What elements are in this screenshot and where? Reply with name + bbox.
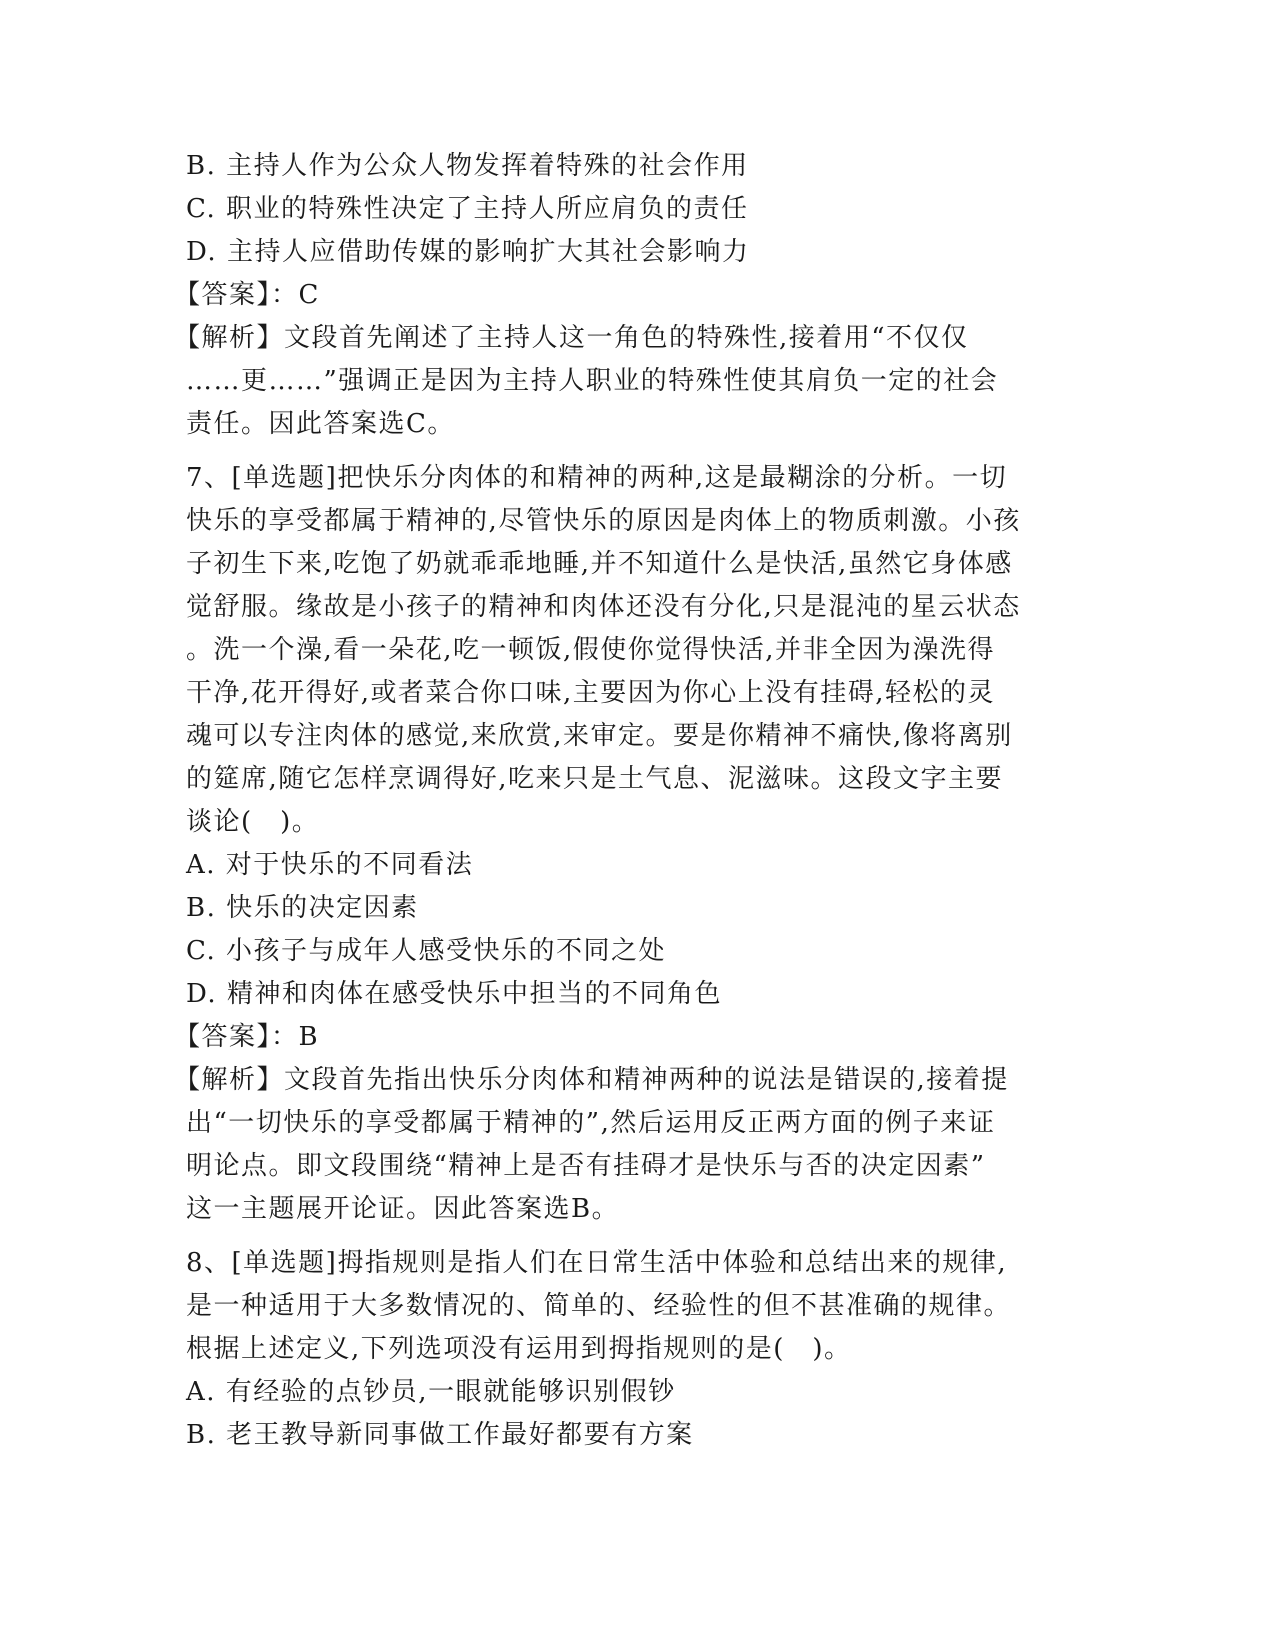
question-stem-line: 干净,花开得好,或者菜合你口味,主要因为你心上没有挂碍,轻松的灵 [186,678,996,708]
option-a: A. 对于快乐的不同看法 [186,850,474,880]
option-b: B. 主持人作为公众人物发挥着特殊的社会作用 [186,151,749,181]
question-stem-line: 子初生下来,吃饱了奶就乖乖地睡,并不知道什么是快活,虽然它身体感 [186,549,1013,579]
option-a: A. 有经验的点钞员,一眼就能够识别假钞 [186,1377,676,1407]
document-page [174,145,1086,1457]
question-stem-line: 魂可以专注肉体的感觉,来欣赏,来审定。要是你精神不痛快,像将离别 [186,721,1013,751]
question-stem-line: 8、[单选题]拇指规则是指人们在日常生活中体验和总结出来的规律, [186,1248,1008,1278]
answer: 【答案】：C [174,280,320,310]
analysis-line: 责任。因此答案选C。 [186,409,455,439]
option-c: C. 职业的特殊性决定了主持人所应肩负的责任 [186,194,749,224]
analysis-line: 明论点。即文段围绕“精神上是否有挂碍才是快乐与否的决定因素” [186,1151,986,1181]
analysis-line: 这一主题展开论证。因此答案选B。 [186,1194,620,1224]
option-b: B. 快乐的决定因素 [186,893,419,923]
question-stem-line: 的筵席,随它怎样烹调得好,吃来只是土气息、泥滋味。这段文字主要 [186,764,1004,794]
question-stem-line: 谈论( )。 [186,807,320,837]
analysis-line: ……更……”强调正是因为主持人职业的特殊性使其肩负一定的社会 [186,366,999,396]
option-b: B. 老王教导新同事做工作最好都要有方案 [186,1420,694,1450]
question-6-tail [174,145,1086,446]
question-stem-line: 根据上述定义,下列选项没有运用到拇指规则的是( )。 [186,1334,852,1364]
question-stem-line: 7、[单选题]把快乐分肉体的和精神的两种,这是最糊涂的分析。一切 [186,463,1008,493]
question-stem-line: 觉舒服。缘故是小孩子的精神和肉体还没有分化,只是混沌的星云状态 [186,592,1021,622]
question-7 [174,457,1086,1231]
analysis-line: 【解析】文段首先阐述了主持人这一角色的特殊性,接着用“不仅仅 [174,323,969,353]
question-stem-line: 快乐的享受都属于精神的,尽管快乐的原因是肉体上的物质刺激。小孩 [186,506,1021,536]
question-stem-line: 。洗一个澡,看一朵花,吃一顿饭,假使你觉得快活,并非全因为澡洗得 [186,635,996,665]
option-c: C. 小孩子与成年人感受快乐的不同之处 [186,936,666,966]
answer: 【答案】：B [174,1022,320,1052]
question-stem-line: 是一种适用于大多数情况的、简单的、经验性的但不甚准确的规律。 [186,1291,1012,1321]
analysis-line: 【解析】文段首先指出快乐分肉体和精神两种的说法是错误的,接着提 [174,1065,1009,1095]
option-d: D. 精神和肉体在感受快乐中担当的不同角色 [186,979,722,1009]
option-d: D. 主持人应借助传媒的影响扩大其社会影响力 [186,237,750,267]
analysis-line: 出“一切快乐的享受都属于精神的”,然后运用反正两方面的例子来证 [186,1108,996,1138]
question-8 [186,1242,1086,1457]
